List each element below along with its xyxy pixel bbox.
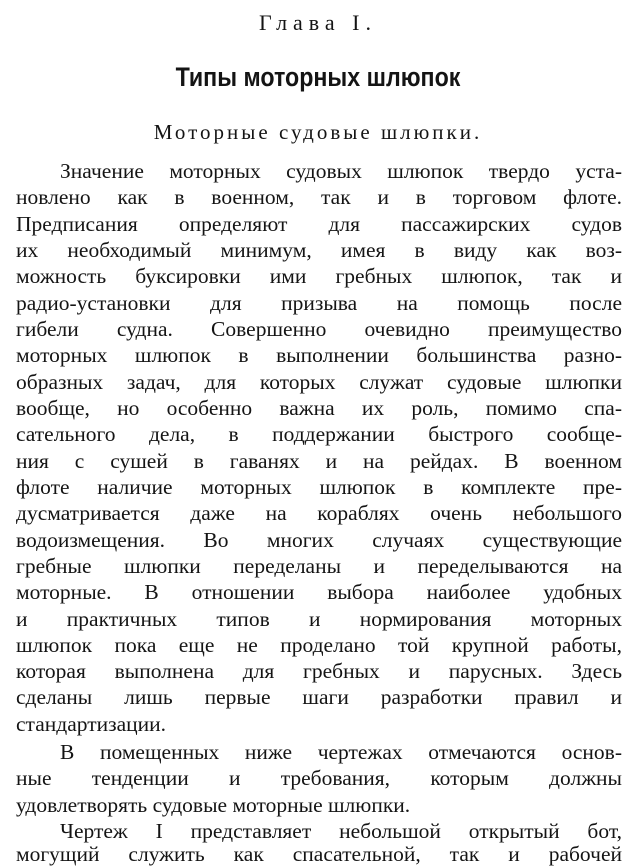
text-line: дусматривается даже на кораблях очень небольшого [16,501,622,526]
text-line: моторных шлюпок в выполнении большинства разно- [16,343,622,368]
text-line: вообще, но особенно важна их роль, помимо спа- [16,395,622,420]
text-line: новлено как в военном, так и в торговом флоте. [16,185,622,210]
text-line: гребные шлюпки переделаны и переделываются на [16,553,622,578]
text-line: Значение моторных судовых шлюпок твердо уста- [60,158,622,183]
chapter-heading: Глава I. [259,10,377,35]
text-line: удовлетворять судовые моторные шлюпки. [16,792,411,817]
text-line: которая выполнена для гребных и парусных. Здесь [16,659,622,684]
text-line: водоизмещения. Во многих случаях существующие [16,527,622,552]
text-line: ные тенденции и требования, которым должны [16,766,622,791]
text-line: сделаны лишь первые шаги разработки правил и [16,685,622,710]
chapter-title: Типы моторных шлюпок [175,62,461,92]
text-line: образных задач, для которых служат судовые шлюпки [16,369,622,394]
section-subtitle: Моторные судовые шлюпки. [153,120,483,144]
text-line: стандартизации. [16,711,167,736]
text-line: В помещенных ниже чертежах отмечаются основ- [60,740,622,765]
text-line: можность буксировки ими гребных шлюпок, так и [16,264,622,289]
text-line: могущий служить как спасательной, так и рабочей [16,842,622,867]
text-line: их необходимый минимум, имея в виду как воз- [16,237,622,262]
text-line: радио-установки для призыва на помощь после [16,290,622,315]
text-line: Предписания определяют для пассажирских судов [16,211,622,236]
text-line: моторные. В отношении выбора наиболее удобных [16,580,622,605]
text-line: гибели судна. Совершенно очевидно преимущество [16,316,622,341]
text-line: флоте наличие моторных шлюпок в комплекте пре- [16,474,622,499]
text-line: Чертеж I представляет небольшой открытый бот, [60,819,622,844]
text-line: шлюпок пока еще не проделано той крупной работы, [16,632,622,657]
text-line: и практичных типов и нормирования моторных [16,606,622,631]
text-line: сательного дела, в поддержании быстрого сообще- [16,422,622,447]
text-line: ния с сушей в гаванях и на рейдах. В военном [16,448,622,473]
